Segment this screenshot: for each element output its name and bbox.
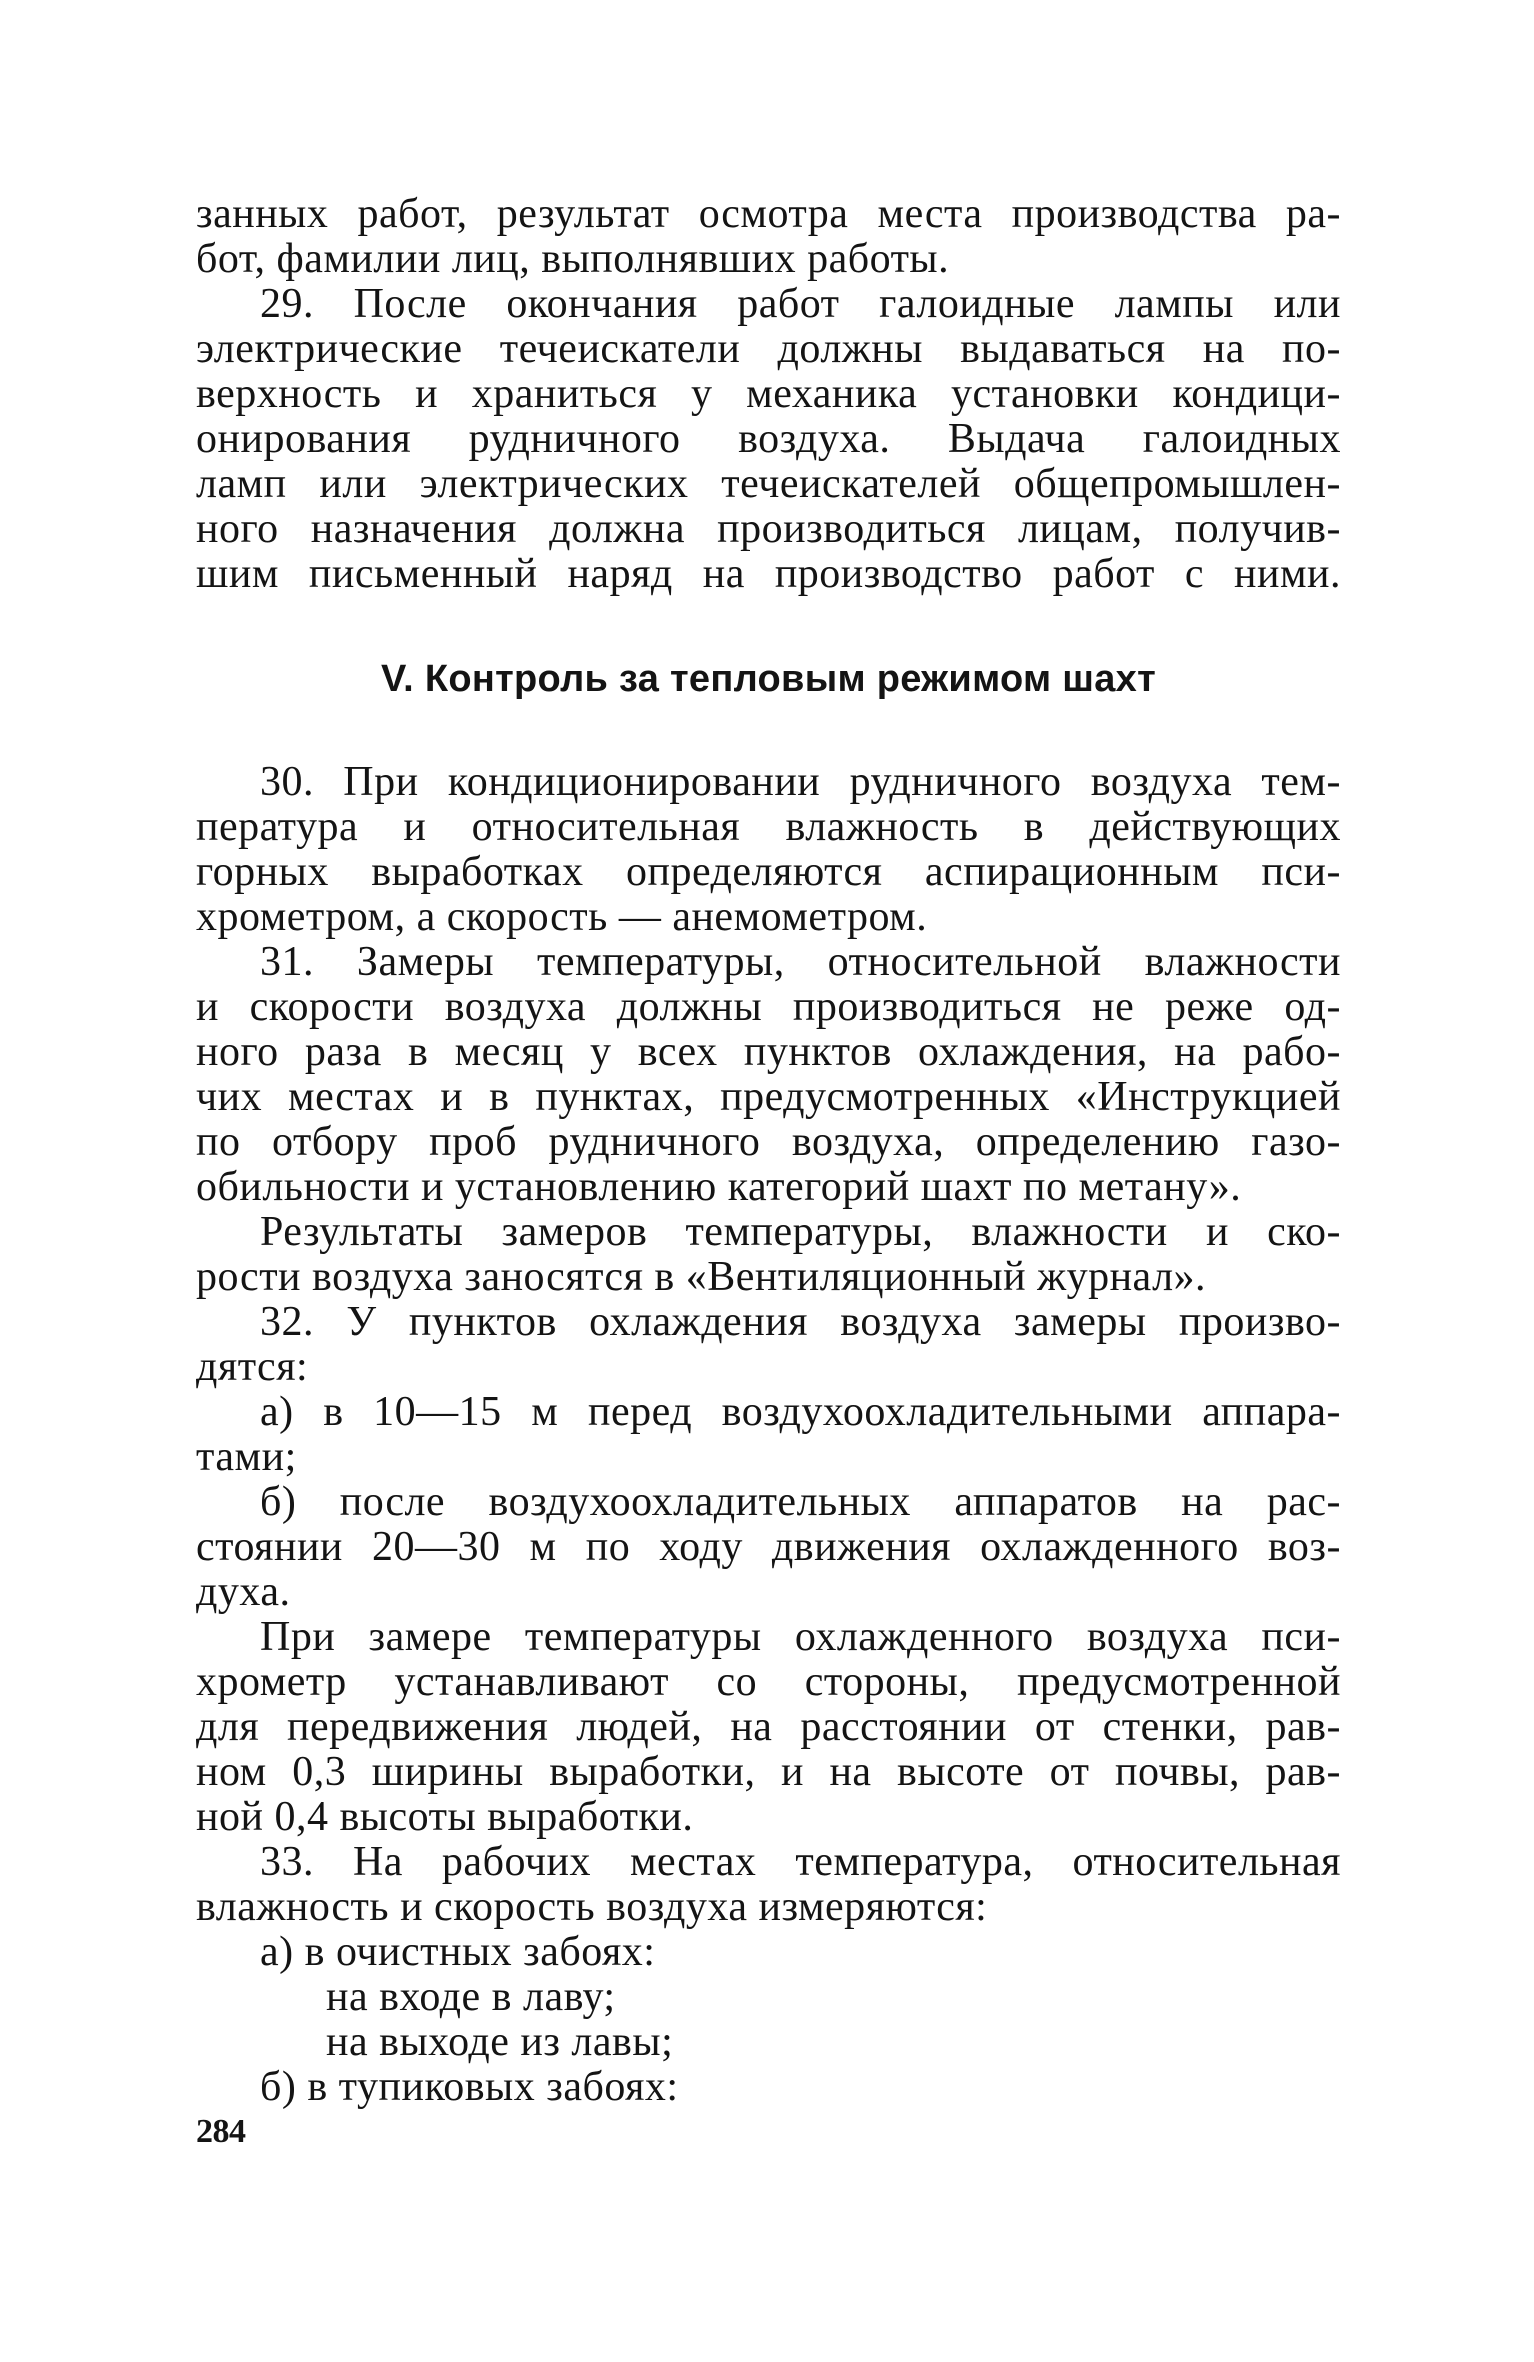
- text-line: верхность и храниться у механика установки кондици-: [196, 371, 1341, 417]
- text-line: ного назначения должна производиться лицам, получив-: [196, 506, 1341, 552]
- text-line: горных выработках определяются аспирационным пси-: [196, 849, 1341, 895]
- text-line: онирования рудничного воздуха. Выдача галоидных: [196, 416, 1341, 462]
- text-line: ного раза в месяц у всех пунктов охлаждения, на рабо-: [196, 1029, 1341, 1075]
- text-line: 32. У пунктов охлаждения воздуха замеры произво-: [260, 1299, 1341, 1345]
- text-line: электрические течеискатели должны выдаваться на по-: [196, 326, 1341, 372]
- text-line: рости воздуха заносятся в «Вентиляционный журнал».: [196, 1254, 1207, 1300]
- text-line: а) в 10—15 м перед воздухоохладительными аппара-: [260, 1389, 1341, 1435]
- text-line: для передвижения людей, на расстоянии от стенки, рав-: [196, 1704, 1341, 1750]
- text-line: Результаты замеров температуры, влажности и ско-: [260, 1209, 1341, 1255]
- text-block-top: [196, 192, 1341, 597]
- text-line: б) в тупиковых забоях:: [260, 2064, 679, 2110]
- text-line: 33. На рабочих местах температура, относительная: [260, 1839, 1341, 1885]
- section-heading: V. Контроль за тепловым режимом шахт: [380, 658, 1157, 700]
- page-number: 284: [196, 2113, 246, 2150]
- text-line: При замере температуры охлажденного воздуха пси-: [260, 1614, 1341, 1660]
- text-line: занных работ, результат осмотра места производства ра-: [196, 191, 1341, 237]
- text-line: и скорости воздуха должны производиться не реже од-: [196, 984, 1341, 1030]
- text-line: 31. Замеры температуры, относительной влажности: [260, 939, 1341, 985]
- text-line: 30. При кондиционировании рудничного воздуха тем-: [260, 759, 1341, 805]
- text-line: пература и относительная влажность в действующих: [196, 804, 1341, 850]
- text-line: б) после воздухоохладительных аппаратов на рас-: [260, 1479, 1341, 1525]
- text-line: тами;: [196, 1434, 297, 1480]
- text-line: ном 0,3 ширины выработки, и на высоте от почвы, рав-: [196, 1749, 1341, 1795]
- text-line: 29. После окончания работ галоидные лампы или: [260, 281, 1341, 327]
- text-line: ламп или электрических течеискателей общепромышлен-: [196, 461, 1341, 507]
- text-line: стоянии 20—30 м по ходу движения охлажденного воз-: [196, 1524, 1341, 1570]
- text-line: бот, фамилии лиц, выполнявших работы.: [196, 236, 950, 282]
- text-line: обильности и установлению категорий шахт по метану».: [196, 1164, 1242, 1210]
- text-line: на выходе из лавы;: [326, 2019, 674, 2065]
- text-block-main: [196, 760, 1341, 2110]
- text-line: на входе в лаву;: [326, 1974, 616, 2020]
- text-line: по отбору проб рудничного воздуха, определению газо-: [196, 1119, 1341, 1165]
- text-line: шим письменный наряд на производство работ с ними.: [196, 551, 1341, 597]
- text-line: чих местах и в пунктах, предусмотренных «Инструкцией: [196, 1074, 1341, 1120]
- text-line: духа.: [196, 1569, 291, 1615]
- text-line: влажность и скорость воздуха измеряются:: [196, 1884, 988, 1930]
- text-line: ной 0,4 высоты выработки.: [196, 1794, 694, 1840]
- text-line: дятся:: [196, 1344, 309, 1390]
- text-line: хрометр устанавливают со стороны, предусмотренной: [196, 1659, 1341, 1705]
- text-line: а) в очистных забоях:: [260, 1929, 656, 1975]
- text-line: хрометром, а скорость — анемометром.: [196, 894, 928, 940]
